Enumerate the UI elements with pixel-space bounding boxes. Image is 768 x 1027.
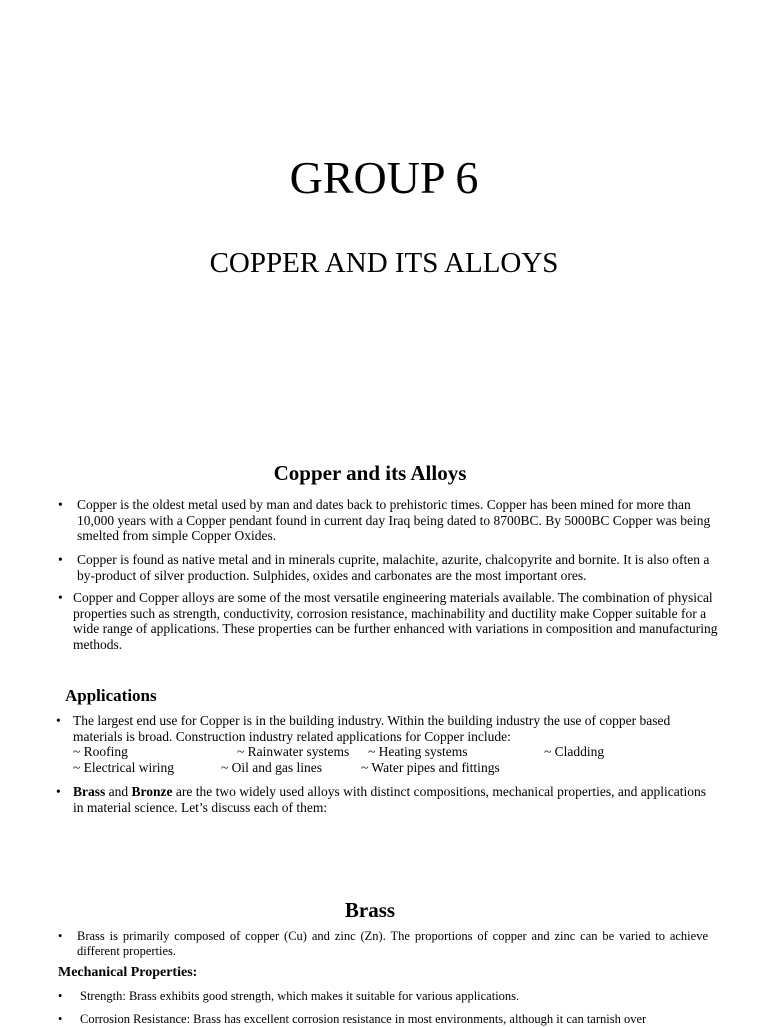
applications-bullet-1 [56, 713, 716, 744]
and-word: and [105, 784, 132, 799]
intro-heading: Copper and its Alloys [273, 461, 467, 485]
bullet-dot: • [58, 552, 63, 567]
intro-bullet-3 [58, 590, 718, 652]
intro-bullet-2 [58, 552, 718, 583]
intro-bullet-1 [58, 497, 718, 544]
bullet-dot: • [58, 497, 63, 512]
brass-bullet-1 [58, 929, 708, 958]
use-roofing: ~ Roofing [73, 744, 128, 759]
bronze-term: Bronze [131, 784, 173, 799]
brass-property-corrosion-text: Corrosion Resistance: Brass has excellent corrosion resistance in most environments, although it can tarnish over [80, 1012, 647, 1026]
brass-heading: Brass [344, 898, 396, 922]
use-cladding: ~ Cladding [544, 744, 605, 759]
bullet-dot: • [58, 1012, 63, 1026]
slide-title: GROUP 6 [289, 152, 479, 203]
brass-property-corrosion [58, 1012, 718, 1027]
bullet-dot: • [56, 713, 61, 728]
applications-heading: Applications [65, 686, 157, 705]
applications-bullet-1-text: The largest end use for Copper is in the building industry. Within the building industry the use of copper based materials is broad. Construction industry related applications for Copper include: [73, 713, 671, 744]
applications-bullet-2-rest: are the two widely used alloys with distinct compositions, mechanical properties, and applications in material science. Let’s discuss each of them: [73, 784, 707, 815]
applications-bullet-2-text [73, 784, 716, 815]
use-electrical-wiring: ~ Electrical wiring [73, 760, 175, 775]
applications-bullet-2 [56, 784, 716, 815]
bullet-dot: • [58, 590, 63, 605]
intro-bullet-1-text: Copper is the oldest metal used by man and dates back to prehistoric times. Copper has been mined for more than 10,000 years with a Copper pendant found in current day Iraq being dated to 8700BC. By 5000BC Copper was being smelted from simple Copper Oxides. [77, 497, 711, 544]
bullet-dot: • [58, 929, 63, 943]
brass-term: Brass [73, 784, 106, 799]
intro-bullet-2-text: Copper is found as native metal and in minerals cuprite, malachite, azurite, chalcopyrite and bornite. It is also often a by-product of silver production. Sulphides, oxides and carbonates are the most important ores. [77, 552, 710, 583]
intro-bullet-3-text: Copper and Copper alloys are some of the most versatile engineering materials available. The combination of physical properties such as strength, conductivity, corrosion resistance, machinability and ductility make Copper suitable for a wide range of applications. These properties can be further enhanced with variations in composition and manufacturing methods. [73, 590, 718, 652]
use-heating-systems: ~ Heating systems [368, 744, 468, 759]
use-water-pipes: ~ Water pipes and fittings [361, 760, 500, 775]
mechanical-properties-heading: Mechanical Properties: [58, 965, 198, 980]
bullet-dot: • [56, 784, 61, 799]
brass-bullet-1-text: Brass is primarily composed of copper (Cu) and zinc (Zn). The proportions of copper and zinc can be varied to achieve different properties. [77, 929, 708, 958]
use-rainwater-systems: ~ Rainwater systems [237, 744, 350, 759]
slide-subtitle: COPPER AND ITS ALLOYS [209, 247, 559, 279]
bullet-dot: • [58, 989, 63, 1003]
brass-property-strength-text: Strength: Brass exhibits good strength, which makes it suitable for various applications. [80, 989, 520, 1003]
brass-property-strength [58, 989, 718, 1004]
use-oil-gas-lines: ~ Oil and gas lines [221, 760, 323, 775]
